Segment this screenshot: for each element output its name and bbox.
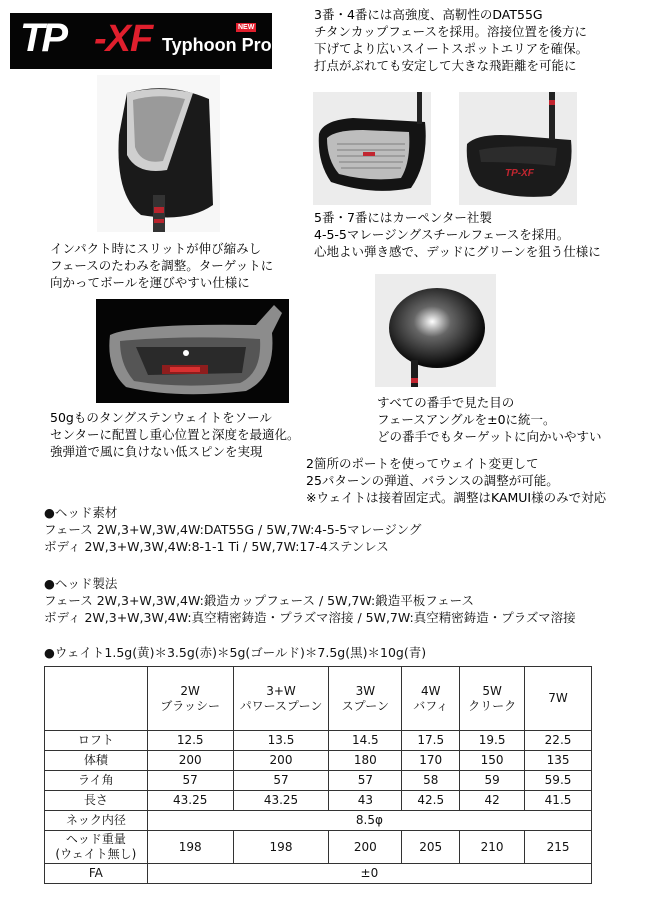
cell: 8.5φ <box>147 811 591 831</box>
head-method-face: フェース 2W,3+W,3W,4W:鍛造カップフェース / 5W,7W:鍛造平板フェース <box>44 593 474 608</box>
head-method-body: ボディ 2W,3+W,3W,4W:真空精密鋳造・プラズマ溶接 / 5W,7W:真空精密鋳造・プラズマ溶接 <box>44 610 576 625</box>
text-3w4w-face: 3番・4番には高強度、高靭性のDAT55G チタンカップフェースを採用。溶接位置を後方に 下げてより広いスイートスポットエリアを確保。 打点がぶれても安定して大きな飛距離を可能に <box>314 7 589 73</box>
table-row-fa <box>45 864 592 884</box>
fairway-sole-photo <box>459 92 577 205</box>
cell: 205 <box>402 831 460 864</box>
cell: 57 <box>329 771 402 791</box>
row-label: ヘッド重量 (ウェイト無し) <box>45 831 148 864</box>
logo-typhoon-pro: Typhoon Pro <box>162 35 272 55</box>
head-material-heading: ●ヘッド素材 <box>44 505 118 520</box>
fairway-top-view-photo <box>375 274 496 387</box>
sole-weight-photo <box>96 299 289 403</box>
row-label: 体積 <box>45 751 148 771</box>
cell: 200 <box>329 831 402 864</box>
head-material-section <box>44 504 634 555</box>
cell: 14.5 <box>329 731 402 751</box>
cell: 198 <box>147 831 233 864</box>
table-corner-cell <box>45 667 148 731</box>
cell: 41.5 <box>525 791 592 811</box>
cell: 58 <box>402 771 460 791</box>
row-label: ロフト <box>45 731 148 751</box>
cell: 17.5 <box>402 731 460 751</box>
logo-tp: TP <box>20 16 66 60</box>
svg-text:TP-XF: TP-XF <box>505 168 534 179</box>
col-header: 3+W パワースプーン <box>233 667 329 731</box>
text-impact-slit: インパクト時にスリットが伸び縮みし フェースのたわみを調整。ターゲットに 向かってボールを運びやすい仕様に <box>50 241 274 290</box>
cell: 200 <box>233 751 329 771</box>
head-method-section <box>44 575 644 626</box>
cell: 150 <box>460 751 525 771</box>
cell: 215 <box>525 831 592 864</box>
cell: ±0 <box>147 864 591 884</box>
cell: 170 <box>402 751 460 771</box>
text-tungsten-weight: 50gものタングステンウェイトをソール センターに配置し重心位置と深度を最適化。 強弾道で風に負けない低スピンを実現 <box>50 410 300 459</box>
table-row-length <box>45 791 592 811</box>
row-label: ネック内径 <box>45 811 148 831</box>
weight-options-line: ●ウェイト1.5g(黄)＊3.5g(赤)＊5g(ゴールド)＊7.5g(黒)＊10g(青) <box>44 645 427 660</box>
cell: 43.25 <box>147 791 233 811</box>
cell: 57 <box>147 771 233 791</box>
table-row-neck <box>45 811 592 831</box>
table-row-loft <box>45 731 592 751</box>
cell: 43.25 <box>233 791 329 811</box>
cell: 59.5 <box>525 771 592 791</box>
driver-head-photo <box>97 75 220 232</box>
col-header: 3W スプーン <box>329 667 402 731</box>
cell: 210 <box>460 831 525 864</box>
head-method-heading: ●ヘッド製法 <box>44 576 118 591</box>
logo-new-badge: NEW <box>238 24 255 31</box>
cell: 198 <box>233 831 329 864</box>
cell: 180 <box>329 751 402 771</box>
row-label: ライ角 <box>45 771 148 791</box>
col-header: 4W バフィ <box>402 667 460 731</box>
head-material-body: ボディ 2W,3+W,3W,4W:8-1-1 Ti / 5W,7W:17-4ステンレス <box>44 539 389 554</box>
cell: 42 <box>460 791 525 811</box>
cell: 57 <box>233 771 329 791</box>
cell: 12.5 <box>147 731 233 751</box>
col-header: 2W ブラッシー <box>147 667 233 731</box>
cell: 13.5 <box>233 731 329 751</box>
spec-table <box>44 666 592 884</box>
cell: 200 <box>147 751 233 771</box>
cell: 135 <box>525 751 592 771</box>
text-face-angle: すべての番手で見た目の フェースアングルを±0に統一。 どの番手でもターゲットに向かいやすい <box>377 395 602 444</box>
cell: 59 <box>460 771 525 791</box>
col-header: 5W クリーク <box>460 667 525 731</box>
table-row-lie <box>45 771 592 791</box>
fairway-face-photo <box>313 92 431 205</box>
table-row-volume <box>45 751 592 771</box>
table-header-row <box>45 667 592 731</box>
text-5w7w-face: 5番・7番にはカーペンター社製 4-5-5マレージングスチールフェースを採用。 心地よい弾き感で、デッドにグリーンを狙う仕様に <box>314 210 601 259</box>
head-material-face: フェース 2W,3+W,3W,4W:DAT55G / 5W,7W:4-5-5マレージング <box>44 522 422 537</box>
cell: 43 <box>329 791 402 811</box>
row-label: FA <box>45 864 148 884</box>
table-row-head-weight <box>45 831 592 864</box>
brand-logo <box>10 13 272 69</box>
col-header: 7W <box>525 667 592 731</box>
row-label: 長さ <box>45 791 148 811</box>
cell: 42.5 <box>402 791 460 811</box>
cell: 19.5 <box>460 731 525 751</box>
logo-xf: -XF <box>94 18 153 60</box>
cell: 22.5 <box>525 731 592 751</box>
text-weight-ports: 2箇所のポートを使ってウェイト変更して 25パターンの弾道、バランスの調整が可能。 ※ウェイトは接着固定式。調整はKAMUI様のみで対応 <box>306 456 607 505</box>
